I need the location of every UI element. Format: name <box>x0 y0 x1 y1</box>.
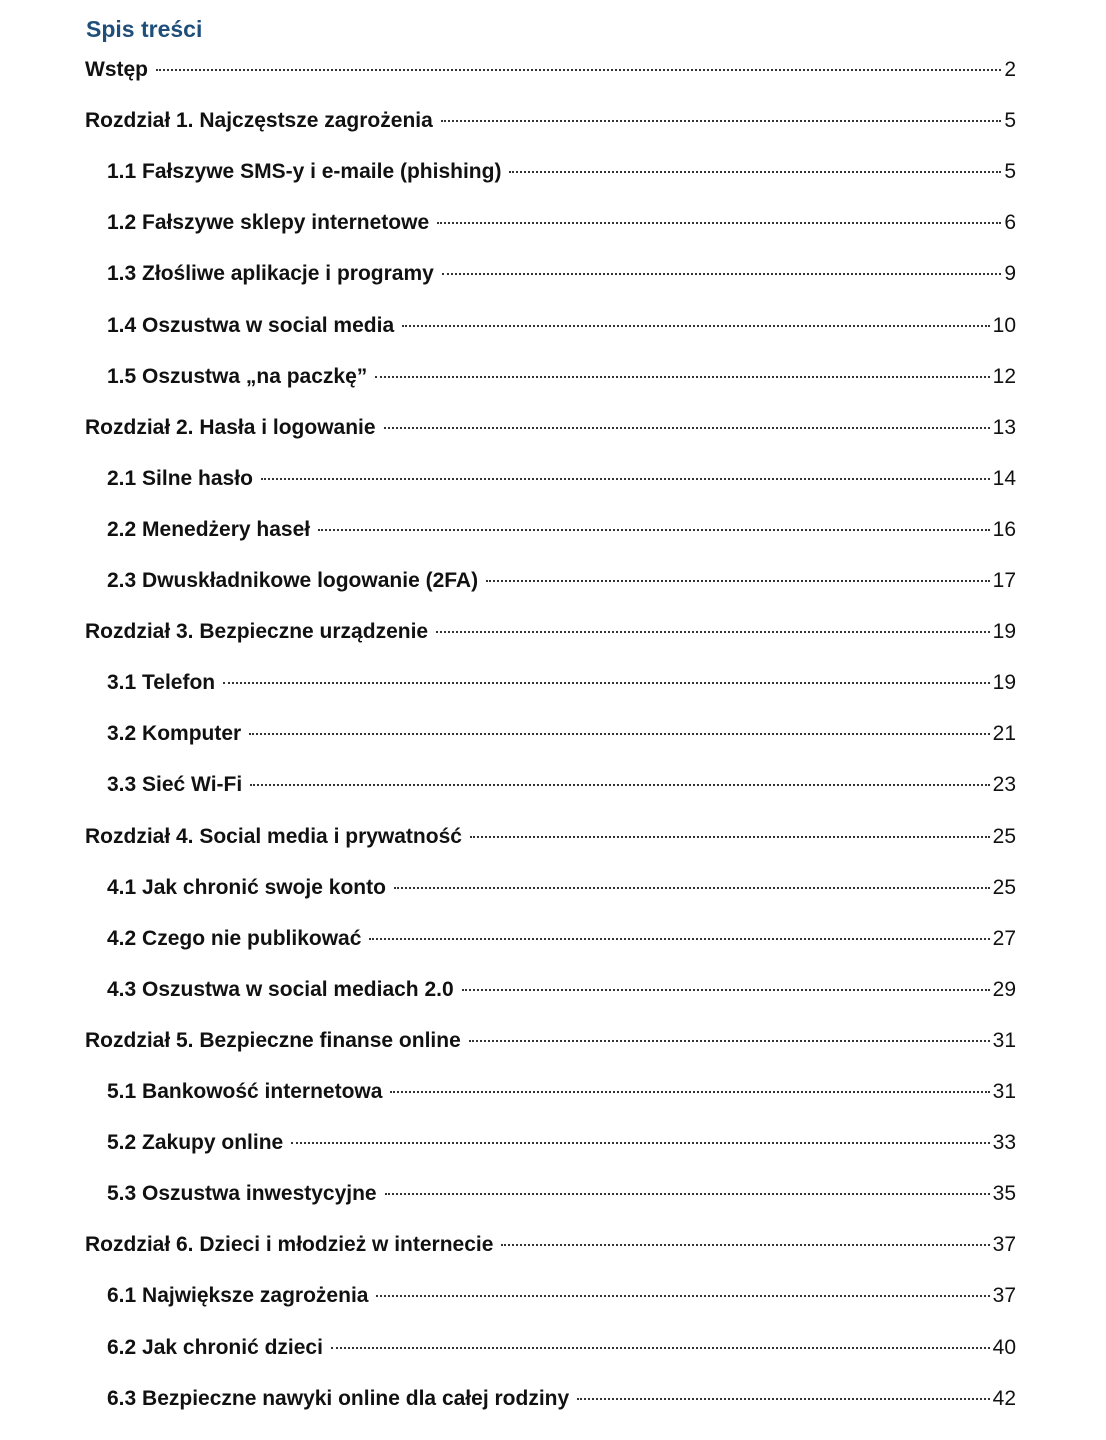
toc-entry-label: 2.2 Menedżery haseł <box>107 518 311 541</box>
dot-leader <box>390 1091 989 1093</box>
dot-leader <box>486 580 990 582</box>
toc-entry-page-number: 9 <box>1004 262 1016 285</box>
toc-section-entry[interactable] <box>107 261 1016 287</box>
toc-entry-page-number: 31 <box>992 1029 1016 1052</box>
toc-section-entry[interactable] <box>107 1386 1016 1412</box>
toc-entry-page-number: 12 <box>992 365 1016 388</box>
toc-entry-label: 4.1 Jak chronić swoje konto <box>107 876 386 899</box>
dot-leader <box>436 631 990 633</box>
toc-section-entry[interactable] <box>107 875 1016 901</box>
toc-chapter-entry[interactable] <box>85 57 1016 83</box>
toc-section-entry[interactable] <box>107 1335 1016 1361</box>
dot-leader <box>437 222 1001 224</box>
toc-entry-label: 1.5 Oszustwa „na paczkę” <box>107 365 368 388</box>
dot-leader <box>394 887 990 889</box>
toc-entry-label: 5.1 Bankowość internetowa <box>107 1080 383 1103</box>
toc-chapter-entry[interactable] <box>85 415 1016 441</box>
dot-leader <box>376 1295 989 1297</box>
dot-leader <box>250 784 989 786</box>
toc-entry-label: 4.3 Oszustwa w social mediach 2.0 <box>107 978 454 1001</box>
toc-chapter-entry[interactable] <box>85 619 1016 645</box>
toc-entry-page-number: 37 <box>992 1233 1016 1256</box>
toc-entry-label: 6.3 Bezpieczne nawyki online dla całej rodziny <box>107 1387 570 1410</box>
toc-entry-page-number: 27 <box>992 927 1016 950</box>
toc-section-entry[interactable] <box>107 210 1016 236</box>
toc-section-entry[interactable] <box>107 364 1016 390</box>
toc-entry-page-number: 10 <box>992 314 1016 337</box>
dot-leader <box>441 120 1001 122</box>
dot-leader <box>291 1142 989 1144</box>
toc-entry-page-number: 40 <box>992 1336 1016 1359</box>
toc-entry-page-number: 5 <box>1004 160 1016 183</box>
toc-entry-page-number: 21 <box>992 722 1016 745</box>
dot-leader <box>369 938 989 940</box>
toc-section-entry[interactable] <box>107 159 1016 185</box>
dot-leader <box>402 325 990 327</box>
toc-entry-page-number: 42 <box>992 1387 1016 1410</box>
toc-entry-label: Wstęp <box>85 58 148 81</box>
toc-section-entry[interactable] <box>107 977 1016 1003</box>
toc-chapter-entry[interactable] <box>85 1028 1016 1054</box>
toc-section-entry[interactable] <box>107 568 1016 594</box>
dot-leader <box>375 376 989 378</box>
toc-chapter-entry[interactable] <box>85 824 1016 850</box>
dot-leader <box>577 1398 989 1400</box>
toc-entry-page-number: 25 <box>992 825 1016 848</box>
dot-leader <box>442 273 1001 275</box>
toc-entry-page-number: 29 <box>992 978 1016 1001</box>
toc-entry-label: 4.2 Czego nie publikować <box>107 927 362 950</box>
toc-section-entry[interactable] <box>107 670 1016 696</box>
toc-entry-page-number: 23 <box>992 773 1016 796</box>
toc-section-entry[interactable] <box>107 517 1016 543</box>
dot-leader <box>318 529 990 531</box>
toc-entry-label: 3.3 Sieć Wi-Fi <box>107 773 243 796</box>
dot-leader <box>501 1244 989 1246</box>
dot-leader <box>384 427 990 429</box>
toc-entry-label: Rozdział 5. Bezpieczne finanse online <box>85 1029 461 1052</box>
toc-entry-page-number: 17 <box>992 569 1016 592</box>
toc-entry-page-number: 33 <box>992 1131 1016 1154</box>
toc-entry-label: 6.1 Największe zagrożenia <box>107 1284 369 1307</box>
toc-entry-page-number: 35 <box>992 1182 1016 1205</box>
toc-entry-label: 5.3 Oszustwa inwestycyjne <box>107 1182 377 1205</box>
toc-entry-label: Rozdział 1. Najczęstsze zagrożenia <box>85 109 433 132</box>
toc-entry-page-number: 31 <box>992 1080 1016 1103</box>
dot-leader <box>385 1193 990 1195</box>
toc-section-entry[interactable] <box>107 1130 1016 1156</box>
toc-section-entry[interactable] <box>107 1181 1016 1207</box>
dot-leader <box>509 171 1001 173</box>
dot-leader <box>470 836 990 838</box>
toc-entry-label: 6.2 Jak chronić dzieci <box>107 1336 323 1359</box>
dot-leader <box>469 1040 990 1042</box>
toc-entry-label: 5.2 Zakupy online <box>107 1131 284 1154</box>
toc-section-entry[interactable] <box>107 466 1016 492</box>
toc-entry-label: 1.4 Oszustwa w social media <box>107 314 395 337</box>
toc-entry-page-number: 13 <box>992 416 1016 439</box>
toc-entry-page-number: 2 <box>1004 58 1016 81</box>
dot-leader <box>249 733 989 735</box>
toc-entry-label: 1.2 Fałszywe sklepy internetowe <box>107 211 430 234</box>
toc-entry-label: Rozdział 4. Social media i prywatność <box>85 825 462 848</box>
dot-leader <box>462 989 990 991</box>
toc-section-entry[interactable] <box>107 1079 1016 1105</box>
dot-leader <box>331 1347 990 1349</box>
toc-entry-page-number: 25 <box>992 876 1016 899</box>
toc-chapter-entry[interactable] <box>85 1232 1016 1258</box>
toc-section-entry[interactable] <box>107 313 1016 339</box>
toc-entry-label: 1.3 Złośliwe aplikacje i programy <box>107 262 434 285</box>
dot-leader <box>223 682 990 684</box>
toc-entry-label: 1.1 Fałszywe SMS-y i e-maile (phishing) <box>107 160 502 183</box>
toc-section-entry[interactable] <box>107 721 1016 747</box>
dot-leader <box>261 478 990 480</box>
toc-entry-label: Rozdział 2. Hasła i logowanie <box>85 416 376 439</box>
toc-entry-page-number: 16 <box>992 518 1016 541</box>
toc-entry-page-number: 37 <box>992 1284 1016 1307</box>
toc-section-entry[interactable] <box>107 1283 1016 1309</box>
toc-entry-page-number: 6 <box>1004 211 1016 234</box>
toc-entry-page-number: 19 <box>992 620 1016 643</box>
toc-entry-page-number: 14 <box>992 467 1016 490</box>
toc-entry-label: Rozdział 6. Dzieci i młodzież w internecie <box>85 1233 494 1256</box>
toc-entry-label: 3.2 Komputer <box>107 722 242 745</box>
toc-chapter-entry[interactable] <box>85 108 1016 134</box>
toc-entry-page-number: 19 <box>992 671 1016 694</box>
toc-entry-label: Rozdział 3. Bezpieczne urządzenie <box>85 620 429 643</box>
toc-entry-label: 2.3 Dwuskładnikowe logowanie (2FA) <box>107 569 479 592</box>
toc-heading: Spis treści <box>86 16 203 42</box>
toc-entry-label: 2.1 Silne hasło <box>107 467 253 490</box>
dot-leader <box>156 69 1001 71</box>
toc-section-entry[interactable] <box>107 926 1016 952</box>
toc-entry-page-number: 5 <box>1004 109 1016 132</box>
toc-entry-label: 3.1 Telefon <box>107 671 216 694</box>
toc-section-entry[interactable] <box>107 772 1016 798</box>
